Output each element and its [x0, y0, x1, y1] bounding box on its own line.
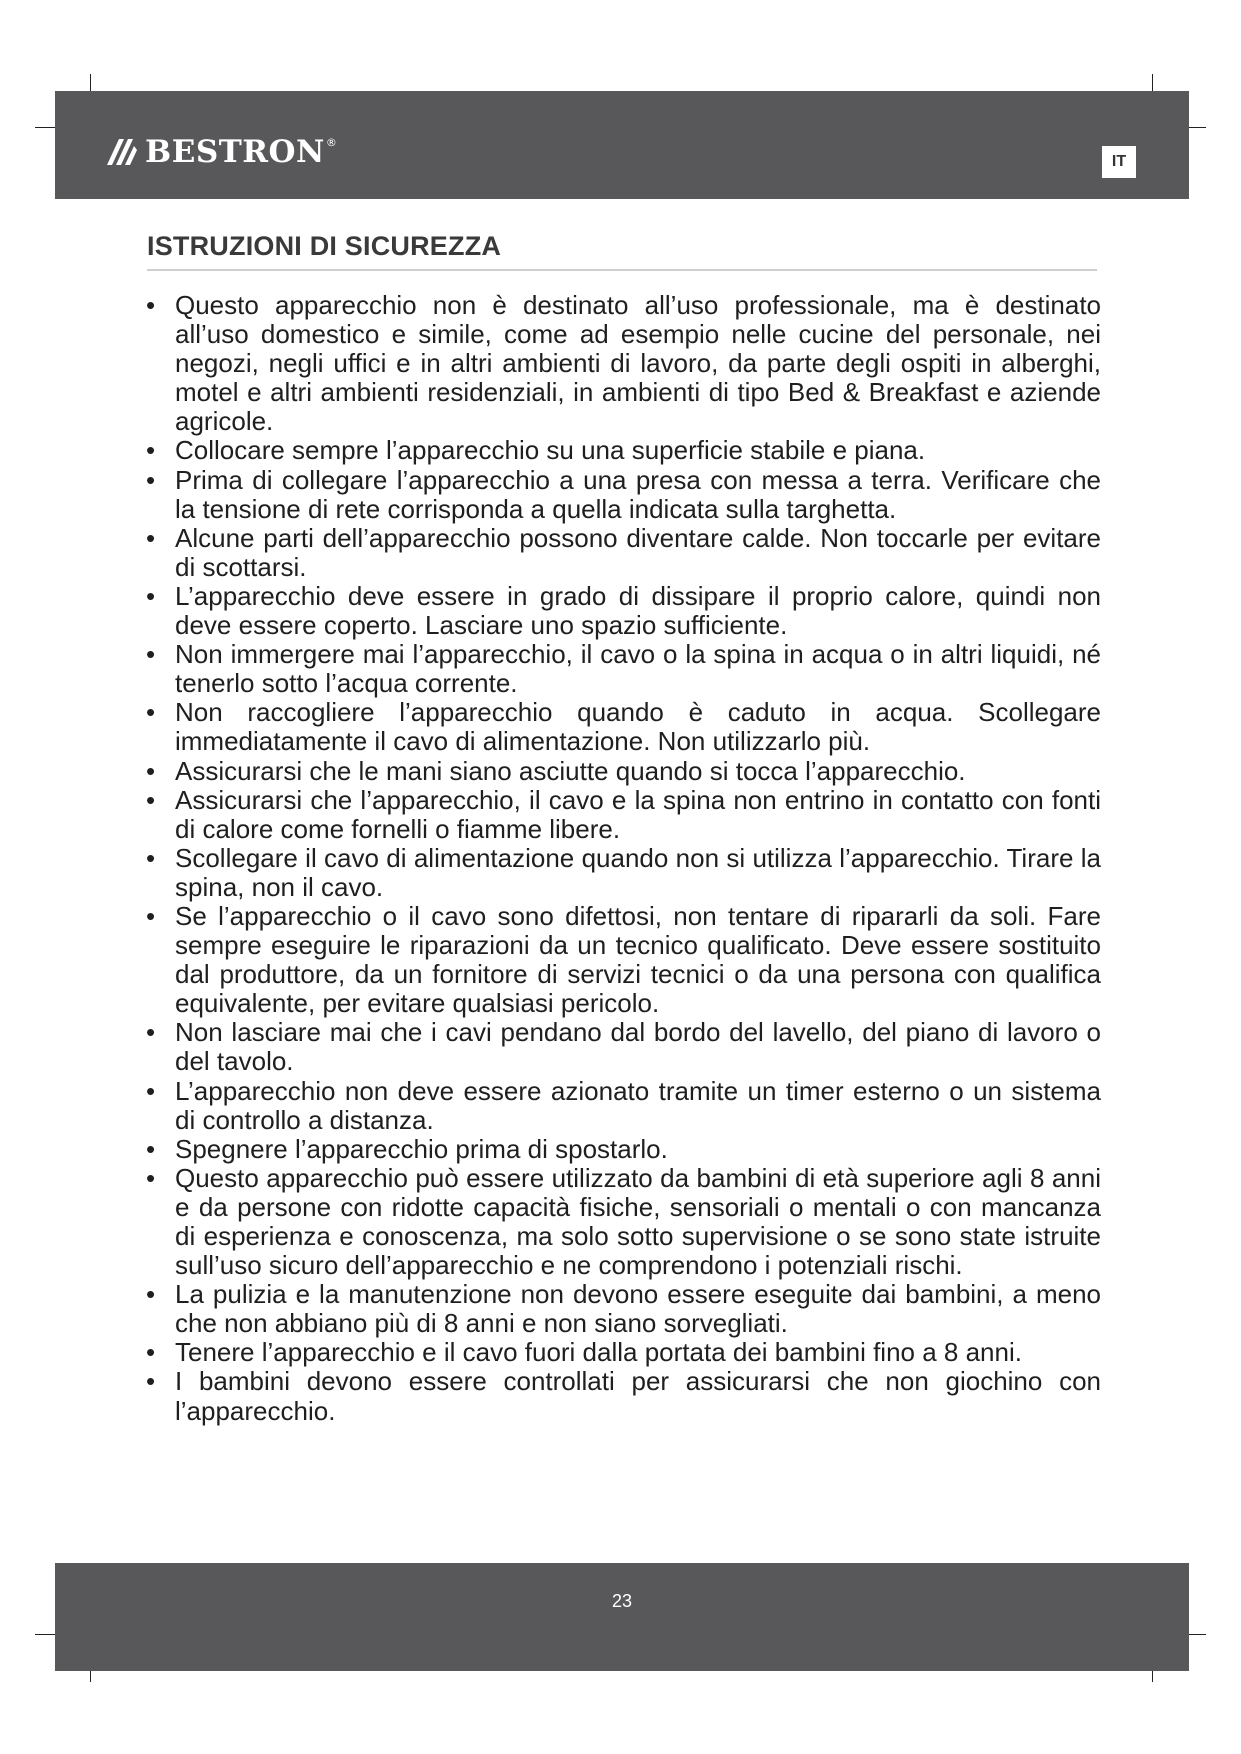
list-item: • Questo apparecchio può essere utilizzato da bambini di età superiore agli 8 anni e da persone con ridotte capacità fisiche, sensoriali o mentali o con mancanza di esperienza e conoscenza, ma solo sotto supervisione o se sono state istruite sull’uso sicuro dell’apparecchio e ne comprendono i potenziali rischi. — [146, 1164, 1101, 1280]
footer-band — [55, 1563, 1189, 1671]
list-item: • Prima di collegare l’apparecchio a una presa con messa a terra. Verificare che la tensione di rete corrisponda a quella indicata sulla targhetta. — [146, 466, 1101, 524]
list-item: • Alcune parti dell’apparecchio possono diventare calde. Non toccarle per evitare di scottarsi. — [146, 524, 1101, 582]
list-item: • Se l’apparecchio o il cavo sono difettosi, non tentare di ripararli da soli. Fare sempre eseguire le riparazioni da un tecnico qualificato. Deve essere sostituito dal produttore, da un fornitore di servizi tecnici o da una persona con qualifica equivalente, per evitare qualsiasi pericolo. — [146, 902, 1101, 1018]
page-title: ISTRUZIONI DI SICUREZZA — [147, 231, 502, 261]
list-item: • Assicurarsi che l’apparecchio, il cavo e la spina non entrino in contatto con fonti di calore come fornelli o fiamme libere. — [146, 786, 1101, 844]
bestron-logo — [105, 132, 337, 172]
safety-instructions-list — [146, 291, 1101, 1426]
title-divider — [147, 269, 1097, 271]
list-item: • L’apparecchio non deve essere azionato tramite un timer esterno o un sistema di controllo a distanza. — [146, 1077, 1101, 1135]
header-band — [55, 91, 1189, 199]
list-item: • Non raccogliere l’apparecchio quando è caduto in acqua. Scollegare immediatamente il cavo di alimentazione. Non utilizzarlo più. — [146, 698, 1101, 756]
page-number: 23 — [611, 1591, 633, 1611]
list-item: • Non immergere mai l’apparecchio, il cavo o la spina in acqua o in altri liquidi, né tenerlo sotto l’acqua corrente. — [146, 640, 1101, 698]
list-item: • La pulizia e la manutenzione non devono essere eseguite dai bambini, a meno che non abbiano più di 8 anni e non siano sorvegliati. — [146, 1280, 1101, 1338]
list-item: • Spegnere l’apparecchio prima di spostarlo. — [146, 1135, 1101, 1164]
list-item: • Scollegare il cavo di alimentazione quando non si utilizza l’apparecchio. Tirare la spina, non il cavo. — [146, 844, 1101, 902]
list-item: • Collocare sempre l’apparecchio su una superficie stabile e piana. — [146, 436, 1101, 465]
list-item: • Tenere l’apparecchio e il cavo fuori dalla portata dei bambini fino a 8 anni. — [146, 1338, 1101, 1367]
list-item: • Questo apparecchio non è destinato all’uso professionale, ma è destinato all’uso domestico e simile, come ad esempio nelle cucine del personale, nei negozi, negli uffici e in altri ambienti di lavoro, da parte degli ospiti in alberghi, motel e altri ambienti residenziali, in ambienti di tipo Bed & Breakfast e aziende agricole. — [146, 291, 1101, 436]
logo-slashes-icon — [105, 137, 139, 167]
list-item: • L’apparecchio deve essere in grado di dissipare il proprio calore, quindi non deve essere coperto. Lasciare uno spazio sufficiente. — [146, 582, 1101, 640]
brand-name: BESTRON — [145, 134, 325, 170]
registered-mark: ® — [325, 135, 337, 149]
language-badge: IT — [1102, 146, 1136, 178]
list-item: • Assicurarsi che le mani siano asciutte quando si tocca l’apparecchio. — [146, 757, 1101, 786]
list-item: • I bambini devono essere controllati per assicurarsi che non giochino con l’apparecchio. — [146, 1367, 1101, 1425]
list-item: • Non lasciare mai che i cavi pendano dal bordo del lavello, del piano di lavoro o del tavolo. — [146, 1018, 1101, 1076]
